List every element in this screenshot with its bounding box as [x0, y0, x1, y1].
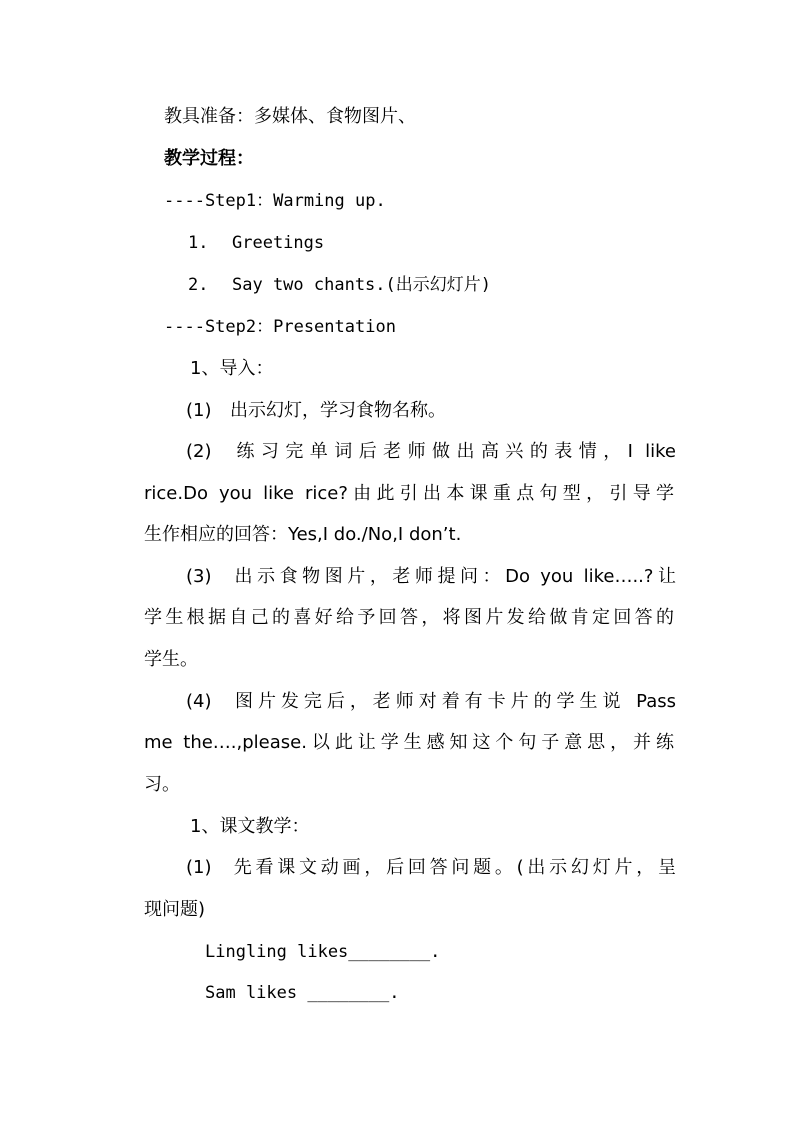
item-text: Greetings: [232, 233, 325, 253]
paragraph-line: 生作相应的回答：Yes,I do./No,I don’t.: [144, 524, 462, 545]
step2-heading: ----Step2：Presentation: [164, 317, 396, 337]
item-number: 1.: [188, 233, 209, 253]
paragraph-line: 现问题): [144, 899, 206, 920]
item-text: 出示食物图片，老师提问：Do you like…..?让: [230, 566, 676, 587]
step1-item-1: [188, 231, 324, 255]
paragraph-line: rice.Do you like rice?由此引出本课重点句型，引导学: [144, 483, 674, 504]
teaching-aids-line: 教具准备：多媒体、食物图片、: [164, 106, 416, 127]
intro-item-3: [186, 565, 676, 589]
teaching-process-heading: 教学过程：: [164, 148, 254, 169]
item-number: (1): [186, 857, 212, 878]
item-number: (1): [186, 400, 212, 421]
item-text: 出示幻灯，学习食物名称。: [230, 400, 446, 421]
intro-item-4: [186, 690, 676, 714]
item-number: (2): [186, 441, 212, 462]
paragraph-line: me the….,please.以此让学生感知这个句子意思，并练: [144, 732, 674, 753]
item-number: (4): [186, 691, 212, 712]
item-number: 2.: [188, 275, 209, 295]
step1-heading: ----Step1：Warming up.: [164, 191, 386, 211]
text-item-1: [186, 856, 676, 880]
item-text: 图片发完后，老师对着有卡片的学生说 Pass: [230, 691, 676, 712]
intro-item-2: [186, 440, 676, 464]
item-text: 练习完单词后老师做出高兴的表情，I like: [230, 441, 676, 462]
intro-item-1: [186, 399, 446, 423]
section-intro-heading: 1、导入：: [190, 358, 274, 379]
item-text: 先看课文动画，后回答问题。(出示幻灯片，呈: [230, 857, 676, 878]
paragraph-line: 习。: [144, 774, 180, 795]
step1-item-2: [188, 273, 491, 297]
paragraph-line: 学生根据自己的喜好给予回答，将图片发给做肯定回答的: [144, 607, 674, 628]
item-number: (3): [186, 566, 212, 587]
question-line-2: Sam likes ________.: [205, 983, 400, 1003]
paragraph-line: 学生。: [144, 649, 198, 670]
item-text: Say two chants.(出示幻灯片): [232, 275, 491, 295]
question-line-1: Lingling likes________.: [205, 942, 441, 962]
section-text-teaching-heading: 1、课文教学：: [190, 816, 310, 837]
